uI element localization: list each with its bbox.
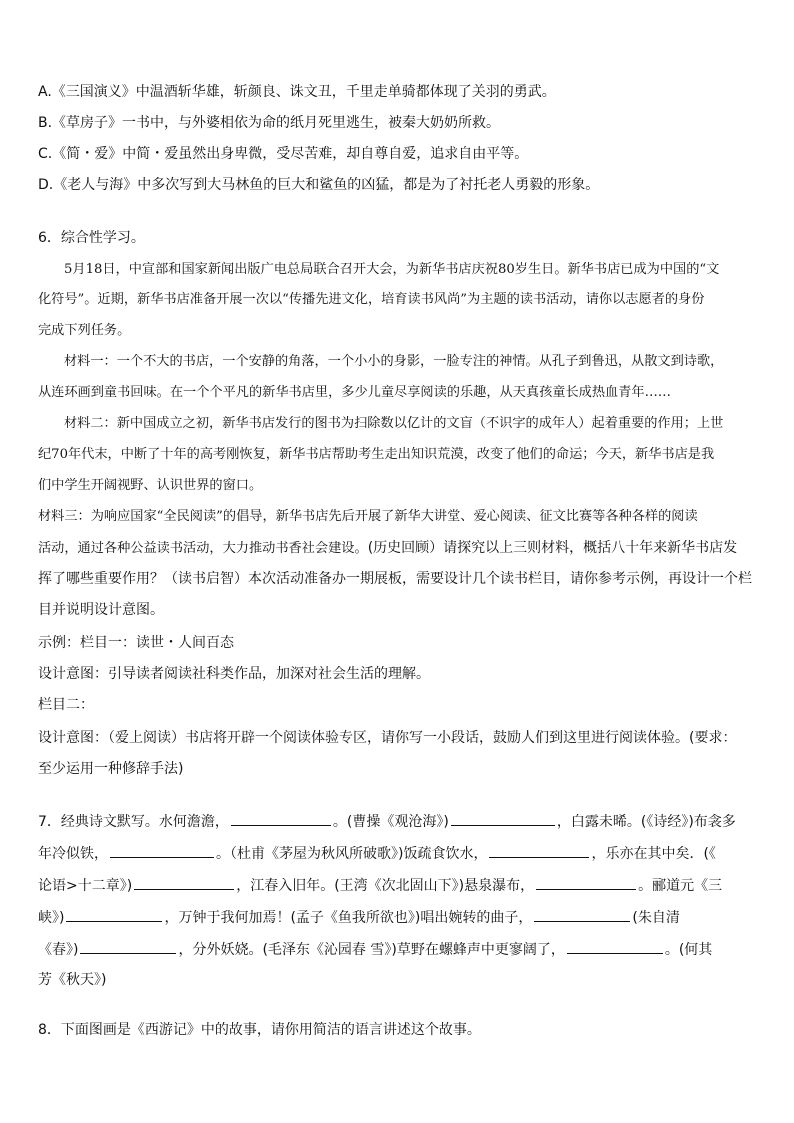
q7-text: 。(何其 [664,942,713,958]
q6-intro-line: 化符号”。近期，新华书店准备开展一次以“传播先进文化，培育读书风尚”为主题的读书活动，请你以志愿者的身份 [38,292,705,307]
answer-blank[interactable] [134,875,234,890]
q7-text: ，乐亦在其中矣．(《 [591,846,716,862]
q6-intro-line: 完成下列任务。 [38,323,131,338]
q7-text: ，分外妖娆。(毛泽东《沁园春 雪》)草野在螺蜂声中更寥阔了， [178,942,565,958]
material-3-line [38,538,762,559]
question-6-title: 6．综合性学习。 [38,230,145,246]
answer-blank[interactable] [489,843,589,858]
answer-blank[interactable] [534,907,630,922]
option-b: B.《草房子》一书中，与外婆相依为命的纸月死里逃生，被秦大奶奶所救。 [38,115,501,131]
q7-line [38,843,762,864]
answer-blank[interactable] [66,907,162,922]
q7-text: ，白露未晞。(《诗经》)布衾多 [556,814,736,830]
column-two-label: 栏目二： [38,697,94,713]
answer-blank[interactable] [110,843,214,858]
q7-text: 。（杜甫《茅屋为秋风所破歌》)饭疏食饮水， [216,846,488,862]
task-requirement: 至少运用一种修辞手法) [38,761,184,777]
answer-blank[interactable] [231,811,331,826]
question-8-title: 8．下面图画是《西游记》中的故事，请你用简洁的语言讲述这个故事。 [38,1022,481,1038]
material-2-line: 材料二：新中国成立之初，新华书店发行的图书为扫除数以亿计的文盲（不识字的成年人）起着重要的作用；上世 [64,416,724,431]
task-history-review: (历史回顾）请探究以上三则材料，概括八十年来新华书店发 [367,540,738,556]
answer-blank[interactable] [80,939,176,954]
q7-text: 。郦道元《三 [638,878,723,894]
q7-line: 芳《秋天》) [38,972,107,988]
option-c: C.《简・爱》中简・爱虽然出身卑微，受尽苦难，却自尊自爱，追求自由平等。 [38,146,529,162]
material-3-line: 材料三：为响应国家“全民阅读”的倡导，新华书店先后开展了新华大讲堂、爱心阅读、征文比赛等各种各样的阅读 [38,509,698,524]
q7-text: 峡》) [38,910,65,926]
material-1-line: 材料一：一个不大的书店，一个安静的角落，一个小小的身影，一脸专注的神情。从孔子到鲁迅，从散文到诗歌， [64,354,724,369]
q6-intro-line: 5月18日，中宣部和国家新闻出版广电总局联合召开大会，为新华书店庆祝80岁生日。新华书店已成为中国的“文 [64,262,720,277]
q7-text: (朱自清 [632,910,680,926]
q7-text: 《春》) [38,942,79,958]
q7-text: ，江春入旧年。(王湾《次北固山下》)悬泉瀑布， [236,878,535,894]
answer-blank[interactable] [567,939,663,954]
option-d: D.《老人与海》中多次写到大马林鱼的巨大和鲨鱼的凶猛，都是为了衬托老人勇毅的形象。 [38,177,600,193]
material-3-text: 活动，通过各种公益读书活动，大力推动书香社会建设。 [38,541,368,556]
q7-line [38,907,762,928]
q7-line [38,939,762,960]
task-line: 目并说明设计意图。 [38,602,164,618]
q7-text: 年冷似铁， [38,846,108,862]
material-2-line: 们中学生开阔视野、认识世界的窗口。 [38,478,263,493]
example-column: 示例：栏目一：读世・人间百态 [38,635,234,651]
material-1-line: 从连环画到童书回味。在一个个平凡的新华书店里，多少儿童尽享阅读的乐趣，从天真孩童长成热血青年…… [38,385,671,400]
example-intent: 设计意图：引导读者阅读社科类作品，加深对社会生活的理解。 [38,666,430,682]
answer-blank[interactable] [536,875,636,890]
answer-blank[interactable] [451,811,555,826]
material-2-line: 纪70年代末，中断了十年的高考刚恢复，新华书店帮助考生走出知识荒漠，改变了他们的命运；今天，新华书店是我 [38,447,715,462]
q7-line [38,875,762,896]
q7-line [38,811,762,832]
q7-text: 论语>十二章》) [38,878,133,894]
option-a: A.《三国演义》中温酒斩华雄，斩颜良、诛文丑，千里走单骑都体现了关羽的勇武。 [38,84,556,100]
q7-text: 。(曹操《观沧海》) [332,814,449,830]
q7-text: ，万钟于我何加焉！(孟子《鱼我所欲也》)唱出婉转的曲子， [164,910,533,926]
q7-text: 7．经典诗文默写。水何澹澹， [38,814,229,830]
task-line: 挥了哪些重要作用？（读书启智）本次活动准备办一期展板，需要设计几个读书栏目，请你参考示例，再设计一个栏 [38,571,752,587]
task-reading-experience: 设计意图：（爱上阅读）书店将开辟一个阅读体验专区，请你写一小段话，鼓励人们到这里进行阅读体验。(要求： [38,730,737,746]
